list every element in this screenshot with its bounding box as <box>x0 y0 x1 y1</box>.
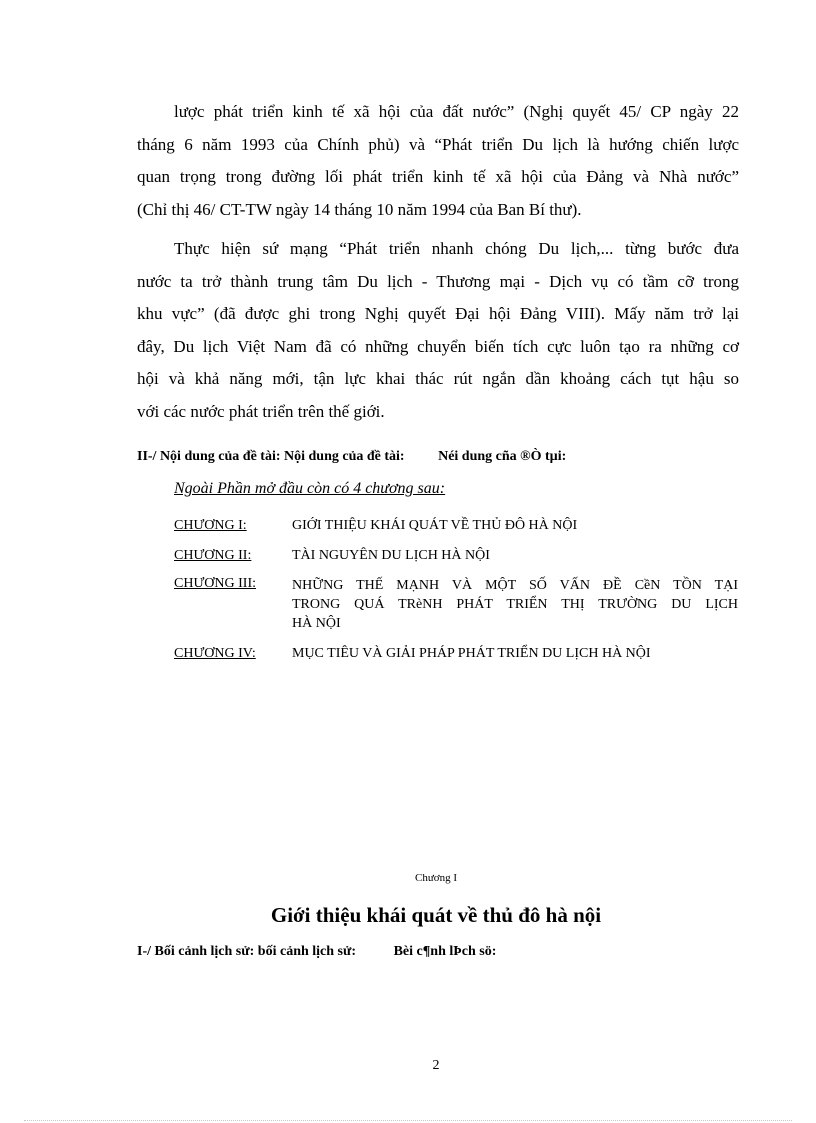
chapter-label: CHƯƠNG II: <box>174 548 252 563</box>
section-heading <box>137 944 496 960</box>
chapter-title: TÀI NGUYÊN DU LỊCH HÀ NỘI <box>292 548 490 563</box>
chapter-heading: Giới thiệu khái quát về thủ đô hà nội <box>270 903 602 927</box>
chapter-title-line: TRONG QUÁ TRèNH PHÁT TRIỂN THỊ TRƯỜNG DU LỊCH <box>292 597 738 612</box>
paragraph-2 <box>137 233 739 428</box>
paragraph-line: hội và khả năng mới, tận lực khai thác rút ngắn dần khoảng cách tụt hậu so <box>137 369 739 388</box>
paragraph-line: lược phát triển kinh tế xã hội của đất nước” (Nghị quyết 45/ CP ngày 22 <box>174 102 739 121</box>
content-heading <box>137 449 566 465</box>
chapters-intro: Ngoài Phần mở đầu còn có 4 chương sau: <box>174 480 446 497</box>
section-heading-garbled-text: Bèi c¶nh lÞch sö: <box>393 944 497 959</box>
paragraph-line: tháng 6 năm 1993 của Chính phủ) và “Phát triển Du lịch là hướng chiến lược <box>137 134 739 154</box>
chapter-label: CHƯƠNG IV: <box>174 646 256 661</box>
chapter-label: CHƯƠNG I: <box>174 518 247 533</box>
paragraph-line: Thực hiện sứ mạng “Phát triển nhanh chóng Du lịch,... từng bước đưa <box>174 239 739 258</box>
chapter-label: CHƯƠNG III: <box>174 576 257 591</box>
chapter-title: MỤC TIÊU VÀ GIẢI PHÁP PHÁT TRIỂN DU LỊCH HÀ NỘI <box>292 646 651 661</box>
chapter-caption: Chương I <box>414 872 458 884</box>
page-bottom-divider <box>24 1120 792 1121</box>
section-heading-text: I-/ Bối cảnh lịch sử: bối cảnh lịch sử: <box>137 944 357 959</box>
paragraph-line: quan trọng trong đường lối phát triển kinh tế xã hội của Đảng và Nhà nước” <box>137 167 739 186</box>
paragraph-line: với các nước phát triển trên thế giới. <box>137 401 385 421</box>
chapter-title-line: HÀ NỘI <box>292 616 341 631</box>
chapter-title-line: NHỮNG THẾ MẠNH VÀ MỘT SỐ VẤN ĐỀ CềN TỒN TẠI <box>292 578 738 593</box>
content-heading-text: II-/ Nội dung của đề tài: Nội dung của đề tài: <box>137 449 405 464</box>
paragraph-line: nước ta trở thành trung tâm Du lịch - Thương mại - Dịch vụ có tầm cỡ trong <box>137 271 739 291</box>
chapter-title: GIỚI THIỆU KHÁI QUÁT VỀ THỦ ĐÔ HÀ NỘI <box>292 518 578 533</box>
paragraph-line: (Chỉ thị 46/ CT-TW ngày 14 tháng 10 năm 1994 của Ban Bí thư). <box>137 199 582 219</box>
page-number: 2 <box>432 1058 440 1073</box>
content-heading-garbled-text: Néi dung cña ®Ò tµi: <box>438 449 567 464</box>
paragraph-line: khu vực” (đã được ghi trong Nghị quyết Đại hội Đảng VIII). Mấy năm trở lại <box>137 304 739 323</box>
paragraph-1 <box>137 96 739 226</box>
chapter-title <box>292 576 738 633</box>
paragraph-line: đây, Du lịch Việt Nam đã có những chuyển biến tích cực luôn tạo ra những cơ <box>137 336 739 356</box>
